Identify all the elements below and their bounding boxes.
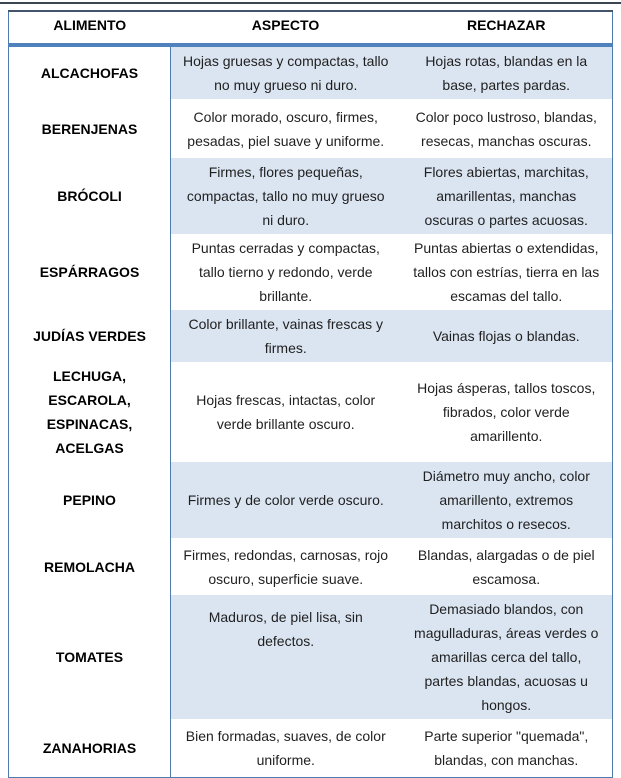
cell-rechazar: Diámetro muy ancho, color amarillento, extremos marchitos o resecos. bbox=[401, 462, 613, 538]
cell-aspecto: Puntas cerradas y compactas, tallo tierno y redondo, verde brillante. bbox=[171, 234, 401, 310]
header-rechazar: RECHAZAR bbox=[401, 11, 613, 45]
cell-rechazar: Vainas flojas o blandas. bbox=[401, 310, 613, 362]
cell-rechazar: Blandas, alargadas o de piel escamosa. bbox=[401, 538, 613, 595]
cell-alimento: JUDÍAS VERDES bbox=[9, 310, 171, 362]
header-row bbox=[9, 11, 613, 45]
header-aspecto: ASPECTO bbox=[171, 11, 401, 45]
cell-rechazar: Flores abiertas, marchitas, amarillentas, manchas oscuras o partes acuosas. bbox=[401, 158, 613, 234]
cell-aspecto: Firmes y de color verde oscuro. bbox=[171, 462, 401, 538]
table-row bbox=[9, 99, 613, 158]
cell-aspecto: Firmes, flores pequeñas, compactas, tallo no muy grueso ni duro. bbox=[171, 158, 401, 234]
cell-alimento: LECHUGA, ESCAROLA, ESPINACAS, ACELGAS bbox=[9, 362, 171, 462]
table-body bbox=[9, 45, 613, 777]
cell-aspecto: Maduros, de piel lisa, sin defectos. bbox=[171, 595, 401, 719]
table-row bbox=[9, 234, 613, 310]
table-row bbox=[9, 310, 613, 362]
cell-aspecto: Hojas frescas, intactas, color verde brillante oscuro. bbox=[171, 362, 401, 462]
top-horizontal-rule bbox=[0, 2, 621, 4]
cell-alimento: REMOLACHA bbox=[9, 538, 171, 595]
cell-alimento: TOMATES bbox=[9, 595, 171, 719]
header-alimento: ALIMENTO bbox=[9, 11, 171, 45]
cell-aspecto: Color brillante, vainas frescas y firmes. bbox=[171, 310, 401, 362]
table-row bbox=[9, 538, 613, 595]
table-row bbox=[9, 45, 613, 99]
cell-aspecto: Firmes, redondas, carnosas, rojo oscuro, superficie suave. bbox=[171, 538, 401, 595]
cell-alimento: BRÓCOLI bbox=[9, 158, 171, 234]
cell-rechazar: Hojas ásperas, tallos toscos, fibrados, color verde amarillento. bbox=[401, 362, 613, 462]
table-row bbox=[9, 158, 613, 234]
cell-aspecto: Bien formadas, suaves, de color uniforme. bbox=[171, 719, 401, 777]
cell-alimento: PEPINO bbox=[9, 462, 171, 538]
cell-aspecto: Hojas gruesas y compactas, tallo no muy grueso ni duro. bbox=[171, 45, 401, 99]
cell-rechazar: Hojas rotas, blandas en la base, partes pardas. bbox=[401, 45, 613, 99]
table-header bbox=[9, 11, 613, 45]
cell-alimento: BERENJENAS bbox=[9, 99, 171, 158]
vegetable-quality-table bbox=[8, 10, 613, 778]
cell-rechazar: Demasiado blandos, con magulladuras, áreas verdes o amarillas cerca del tallo, partes blandas, acuosas u hongos. bbox=[401, 595, 613, 719]
cell-rechazar: Color poco lustroso, blandas, resecas, manchas oscuras. bbox=[401, 99, 613, 158]
cell-alimento: ZANAHORIAS bbox=[9, 719, 171, 777]
table-row bbox=[9, 719, 613, 777]
cell-alimento: ALCACHOFAS bbox=[9, 45, 171, 99]
table-row bbox=[9, 595, 613, 719]
table-row bbox=[9, 362, 613, 462]
cell-aspecto: Color morado, oscuro, firmes, pesadas, piel suave y uniforme. bbox=[171, 99, 401, 158]
cell-rechazar: Parte superior "quemada", blandas, con manchas. bbox=[401, 719, 613, 777]
table-row bbox=[9, 462, 613, 538]
cell-alimento: ESPÁRRAGOS bbox=[9, 234, 171, 310]
cell-rechazar: Puntas abiertas o extendidas, tallos con estrías, tierra en las escamas del tallo. bbox=[401, 234, 613, 310]
